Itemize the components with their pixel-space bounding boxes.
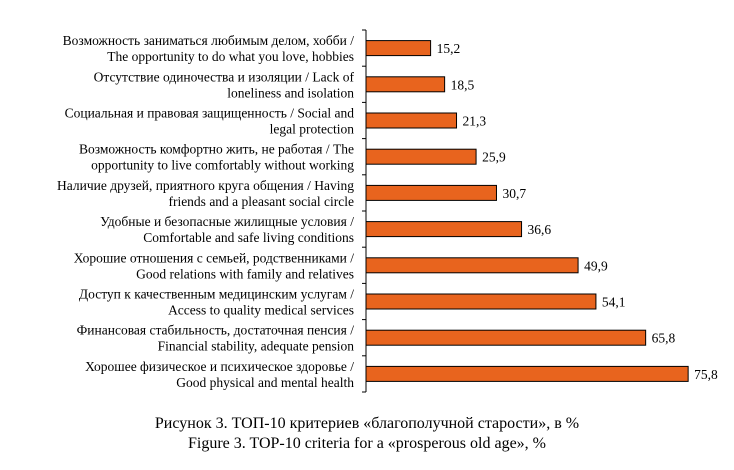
bar [366, 294, 596, 309]
category-label [77, 323, 355, 354]
category-label [100, 214, 354, 245]
data-label: 49,9 [584, 258, 608, 274]
bar [366, 222, 522, 237]
data-label: 18,5 [450, 77, 475, 93]
data-label: 21,3 [462, 113, 487, 129]
category-label-line: The opportunity to do what you love, hobbies [107, 49, 354, 65]
category-label-line: Access to quality medical services [168, 302, 354, 318]
category-label-line: Возможность комфортно жить, не работая / The [78, 141, 354, 157]
category-label-line: friends and a pleasant social circle [168, 193, 354, 209]
bar [366, 258, 578, 273]
category-label-line: Доступ к качественным медицинским услугам / [78, 286, 354, 302]
category-label [79, 287, 354, 318]
category-label [74, 250, 355, 281]
bar [366, 366, 688, 381]
category-label [65, 106, 355, 137]
data-label: 54,1 [601, 294, 626, 310]
category-label-line: Финансовая стабильность, достаточная пенсия / [76, 322, 354, 338]
category-label-line: opportunity to live comfortably without working [91, 157, 354, 173]
category-label [79, 142, 354, 173]
category-label-line: Отсутствие одиночества и изоляции / Lack of [93, 69, 354, 85]
figure-caption-en: Figure 3. TOP-10 criteria for a «prosperous old age», % [188, 435, 546, 452]
category-label-line: Наличие друзей, приятного круга общения / Having [57, 177, 354, 193]
bar [366, 77, 445, 92]
category-label [57, 178, 354, 209]
category-label-line: Возможность заниматься любимым делом, хобби / [62, 33, 354, 49]
category-label-line: loneliness and isolation [227, 85, 354, 101]
bar [366, 113, 457, 128]
category-label-line: Удобные и безопасные жилищные условия / [100, 214, 354, 230]
category-label-line: Comfortable and safe living conditions [143, 230, 354, 246]
category-label [94, 69, 355, 100]
category-label-line: Социальная и правовая защищенность / Social and [64, 105, 354, 121]
bar [366, 330, 646, 345]
category-label [85, 359, 354, 390]
data-label: 25,9 [482, 149, 506, 165]
data-label: 75,8 [694, 366, 718, 382]
bar [366, 185, 496, 200]
data-label: 30,7 [502, 185, 527, 201]
figure-caption-ru: Рисунок 3. ТОП-10 критериев «благополучной старости», в % [154, 415, 580, 432]
data-label: 36,6 [527, 222, 552, 238]
category-label-line: Хорошие отношения с семьей, родственниками / [73, 250, 354, 266]
bar [366, 149, 476, 164]
category-label-line: Хорошее физическое и психическое здоровье / [85, 358, 354, 374]
category-label-line: Financial stability, adequate pension [157, 338, 354, 354]
data-label: 15,2 [436, 41, 461, 57]
category-label [63, 33, 355, 64]
category-label-line: legal protection [269, 121, 354, 137]
data-label: 65,8 [651, 330, 676, 346]
category-label-line: Good relations with family and relatives [136, 266, 354, 282]
bar [366, 41, 431, 56]
category-label-line: Good physical and mental health [176, 374, 354, 390]
